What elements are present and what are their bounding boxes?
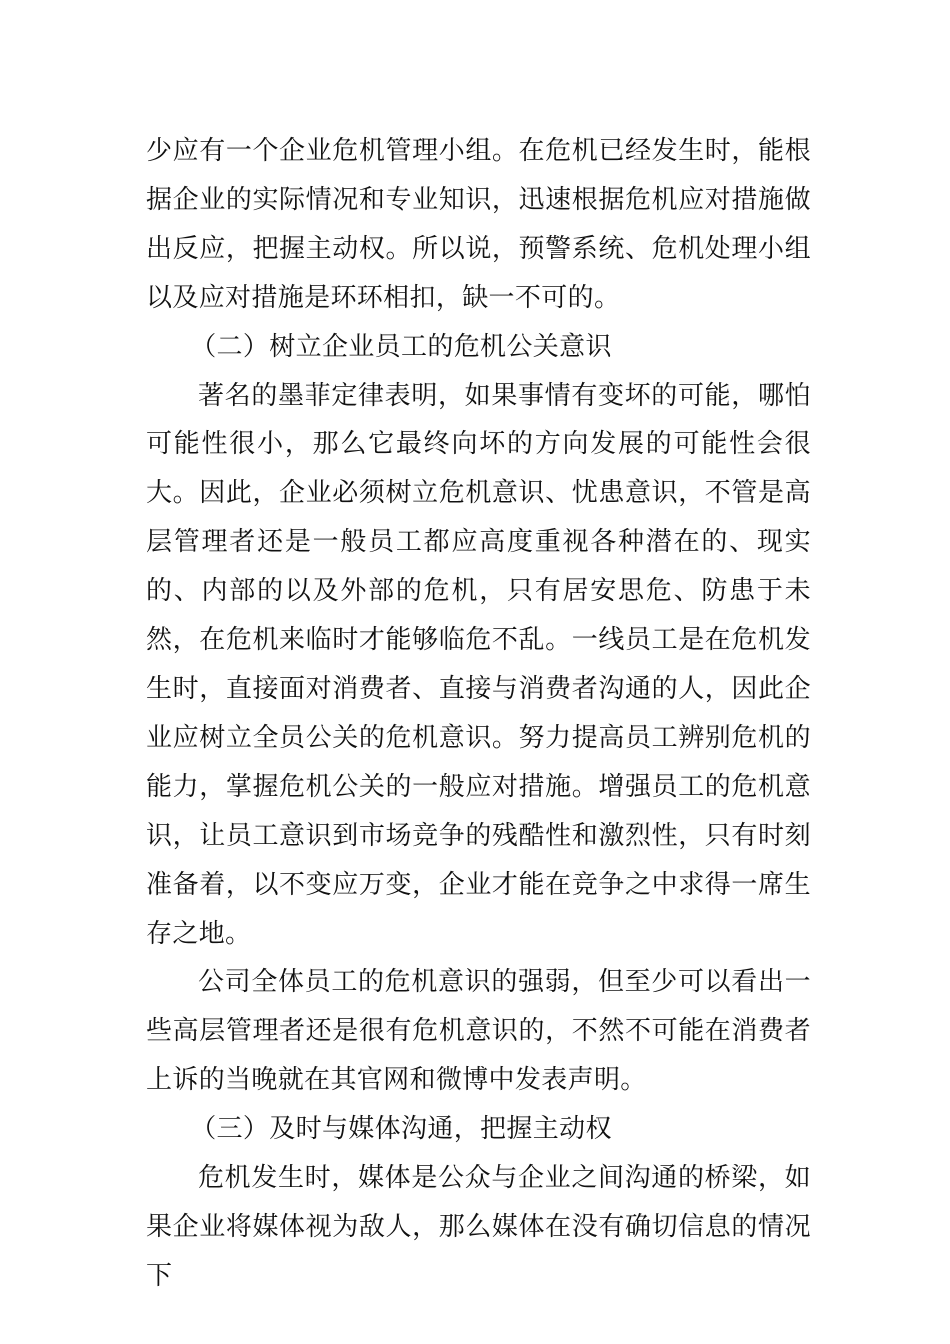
section-heading-3: （三）及时与媒体沟通，把握主动权 — [190, 1114, 612, 1145]
paragraph-employee-awareness: 公司全体员工的危机意识的强弱，但至少可以看出一些高层管理者还是很有危机意识的，不然不可能在消费者上诉的当晚就在其官网和微博中发表声明。 — [146, 967, 811, 1096]
paragraph-continuation: 少应有一个企业危机管理小组。在危机已经发生时，能根据企业的实际情况和专业知识，迅速根据危机应对措施做出反应，把握主动权。所以说，预警系统、危机处理小组以及应对措施是环环相扣，缺一不可的。 — [146, 136, 811, 313]
paragraph-murphy-law: 著名的墨菲定律表明，如果事情有变坏的可能，哪怕可能性很小，那么它最终向坏的方向发展的可能性会很大。因此，企业必须树立危机意识、忧患意识，不管是高层管理者还是一般员工都应高度重视各种潜在的、现实的、内部的以及外部的危机，只有居安思危、防患于未然，在危机来临时才能够临危不乱。一线员工是在危机发生时，直接面对消费者、直接与消费者沟通的人，因此企业应树立全员公关的危机意识。努力提高员工辨别危机的能力，掌握危机公关的一般应对措施。增强员工的危机意识，让员工意识到市场竞争的残酷性和激烈性，只有时刻准备着，以不变应万变，企业才能在竞争之中求得一席生存之地。 — [146, 380, 811, 949]
document-body — [146, 127, 811, 1301]
section-heading-2: （二）树立企业员工的危机公关意识 — [190, 331, 612, 362]
paragraph-media: 危机发生时，媒体是公众与企业之间沟通的桥梁，如果企业将媒体视为敌人，那么媒体在没有确切信息的情况下 — [146, 1163, 811, 1291]
